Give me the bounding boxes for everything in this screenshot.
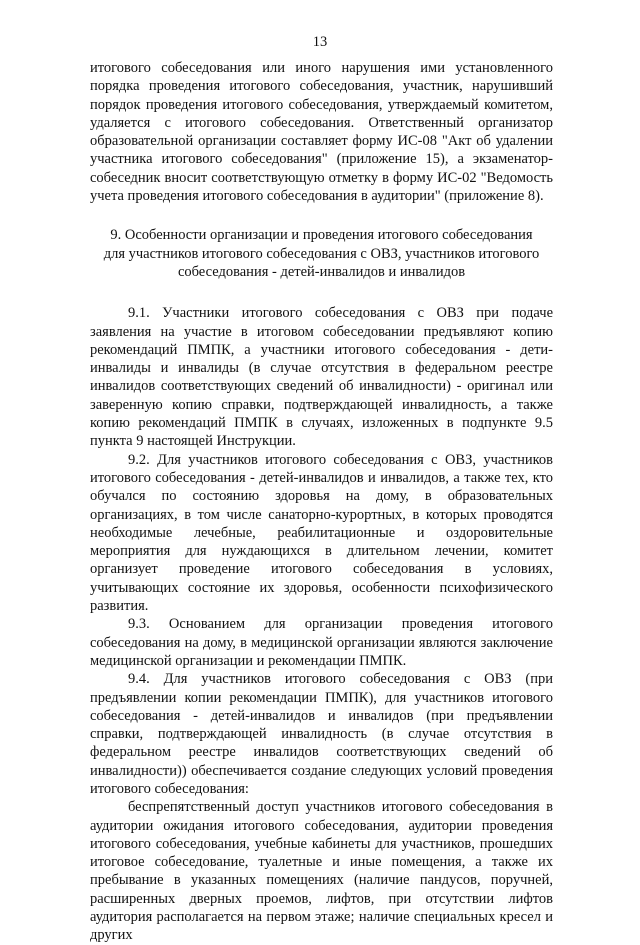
section-title xyxy=(90,226,553,281)
paragraph-9-1: 9.1. Участники итогового собеседования с ОВЗ при подаче заявления на участие в итоговом собеседовании предъявляют копию рекомендаций ПМПК, а участники итогового собеседования - дети-инвалиды и инвалиды (в случае отсутствия в федеральном реестре инвалидов соответствующих сведений об инвалидности) - оригинал или заверенную копию справки, подтверждающей инвалидность, а также копию рекомендаций ПМПК в случаях, изложенных в подпункте 9.5 пункта 9 настоящей Инструкции. xyxy=(90,305,553,450)
section-title-line-1: 9. Особенности организации и проведения итогового собеседования xyxy=(110,227,533,244)
page-number: 13 xyxy=(312,34,328,50)
paragraph-access-conditions: беспрепятственный доступ участников итогового собеседования в аудитории ожидания итогового собеседования, аудитории проведения итогового собеседования, учебные кабинеты для участников, прошедших итоговое собеседование, туалетные и иные помещения, а также их пребывание в указанных помещениях (наличие пандусов, поручней, расширенных дверных проемов, лифтов, при отсутствии лифтов аудитория располагается на первом этаже; наличие специальных кресел и других xyxy=(90,799,553,944)
document-body xyxy=(90,59,553,945)
section-title-line-3: собеседования - детей-инвалидов и инвалидов xyxy=(177,263,466,280)
paragraph-9-4: 9.4. Для участников итогового собеседования с ОВЗ (при предъявлении копии рекомендации ПМПК), для участников итогового собеседования - детей-инвалидов и инвалидов (при предъявлении справки, подтверждающей инвалидность (в случае отсутствия в федеральном реестре инвалидов соответствующих сведений об инвалидности)) обеспечивается создание следующих условий проведения итогового собеседования: xyxy=(90,671,553,797)
intro-paragraph: итогового собеседования или иного нарушения ими установленного порядка проведения итогового собеседования, участник, нарушивший порядок проведения итогового собеседования, утверждаемый комитетом, удаляется с итогового собеседования. Ответственный организатор образовательной организации составляет форму ИС-08 "Акт об удалении участника итогового собеседования" (приложение 15), а экзаменатор-собеседник вносит соответствующую отметку в форму ИС-02 "Ведомость учета проведения итогового собеседования в аудитории" (приложение 8). xyxy=(90,60,553,205)
paragraph-9-3: 9.3. Основанием для организации проведения итогового собеседования на дому, в медицинской организации являются заключение медицинской организации и рекомендации ПМПК. xyxy=(90,616,553,669)
section-title-line-2: для участников итогового собеседования с ОВЗ, участников итогового xyxy=(103,245,540,262)
paragraph-9-2: 9.2. Для участников итогового собеседования с ОВЗ, участников итогового собеседования - детей-инвалидов и инвалидов, а также тех, кто обучался по состоянию здоровья на дому, в образовательных организациях, в том числе санаторно-курортных, в которых проводятся необходимые лечебные, реабилитационные и оздоровительные мероприятия для нуждающихся в длительном лечении, комитет организует проведение итогового собеседования в условиях, учитывающих состояние их здоровья, особенности психофизического развития. xyxy=(90,451,553,615)
